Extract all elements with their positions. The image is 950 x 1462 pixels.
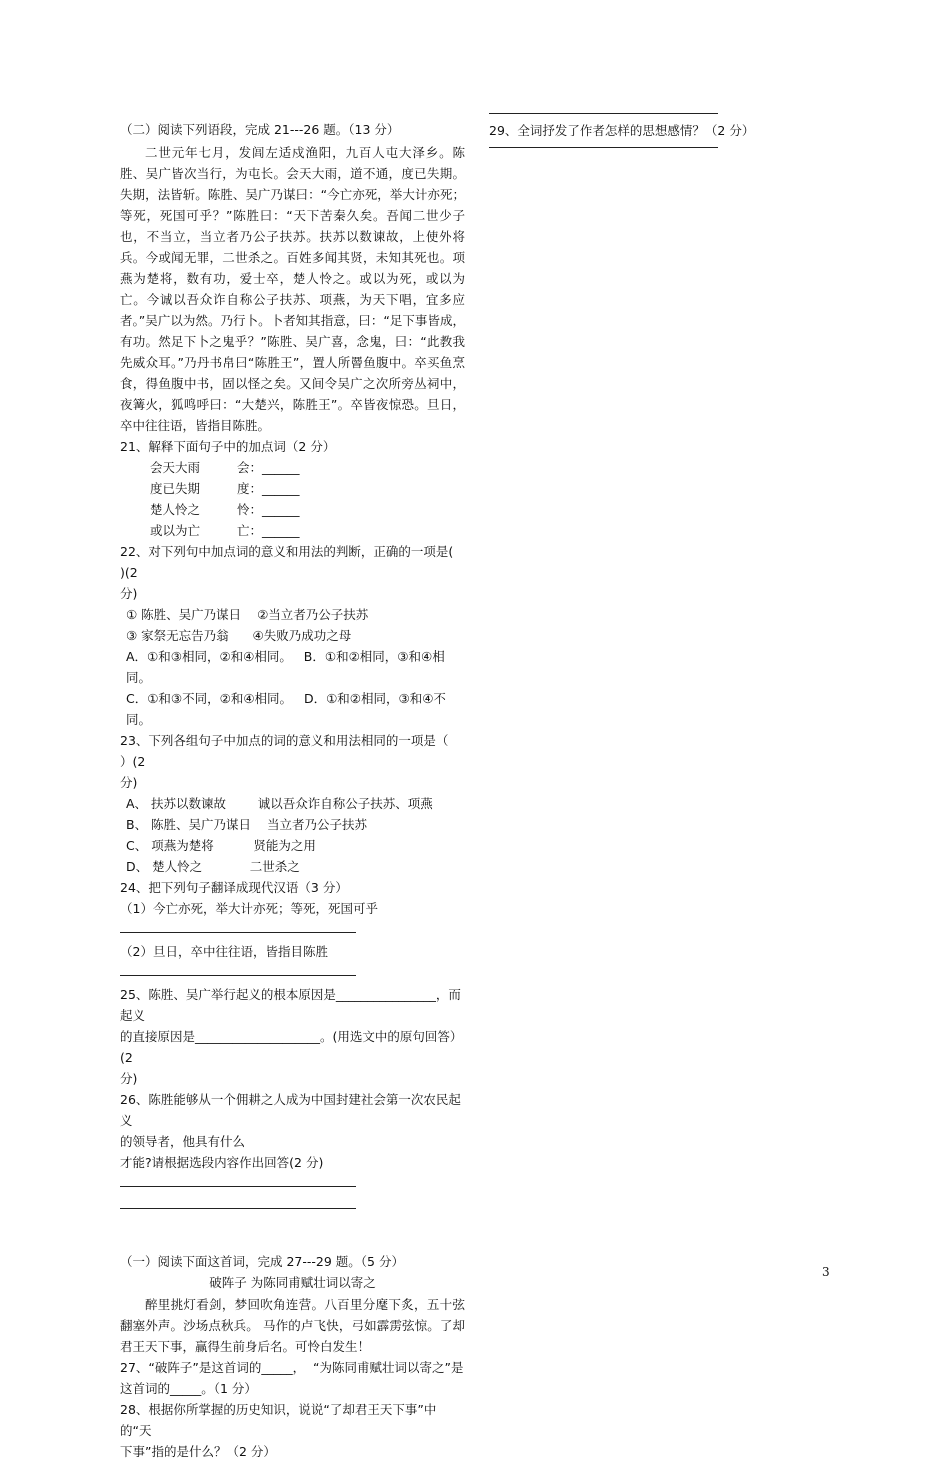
q21-item xyxy=(120,520,465,541)
q21-item xyxy=(120,457,465,478)
q21-answer: 度：______ xyxy=(237,481,300,496)
q23-option-a: A、 扶苏以数谏故 诚以吾众诈自称公子扶苏、项燕 xyxy=(126,796,433,811)
q27-line2: 这首词的_____。（1 分） xyxy=(120,1381,257,1396)
q23-option-c: C、 项燕为楚将 贤能为之用 xyxy=(126,838,316,853)
q28-line2: 下事”指的是什么？（2 分） xyxy=(120,1444,276,1459)
q22-row2: ③ 家祭无忘告乃翁 ④失败乃成功之母 xyxy=(126,628,352,643)
q26-line3: 才能?请根据选段内容作出回答(2 分) xyxy=(120,1155,324,1170)
q29-title: 29、全词抒发了作者怎样的思想感情？（2 分） xyxy=(489,123,755,138)
q24-sentence-2: （2）旦日，卒中往往语，皆指目陈胜 xyxy=(120,944,328,959)
answer-line xyxy=(489,141,718,148)
answer-line xyxy=(120,1173,356,1187)
q22-row1: ① 陈胜、吴广乃谋日 ②当立者乃公子扶苏 xyxy=(126,607,369,622)
poem-title: 破阵子 为陈同甫赋壮词以寄之 xyxy=(209,1275,376,1290)
q23-title: 23、下列各组句子中加点的词的意义和用法相同的一项是（ ）(2 xyxy=(120,733,465,769)
left-column xyxy=(120,118,470,1462)
q21-answer: 会：______ xyxy=(237,460,300,475)
section2-passage: 二世元年七月，发闾左适戍渔阳，九百人屯大泽乡。陈胜、吴广皆次当行，为屯长。会天大雨，道不通，度已失期。失期，法皆斩。陈胜、吴广乃谋曰：“今亡亦死，举大计亦死；等死，死国可乎？”陈胜曰：“天下苦秦久矣。吾闻二世少子也，不当立，当立者乃公子扶苏。扶苏以数谏故，上使外将兵。今或闻无罪，二世杀之。百姓多闻其贤，未知其死也。项燕为楚将，数有功，爱士卒，楚人怜之。或以为死，或以为亡。今诚以吾众诈自称公子扶苏、项燕，为天下唱，宜多应者。”吴广以为然。乃行卜。卜者知其指意，曰：“足下事皆成，有功。然足下卜之鬼乎？”陈胜、吴广喜，念鬼，曰：“此教我先威众耳。”乃丹书帛曰“陈胜王”，置人所罾鱼腹中。卒买鱼烹食，得鱼腹中书，固以怪之矣。又间令吴广之次所旁丛祠中，夜篝火，狐鸣呼曰：“大楚兴，陈胜王”。卒皆夜惊恐。旦日，卒中往往语，皆指目陈胜。 xyxy=(120,145,465,433)
answer-line xyxy=(120,962,356,976)
q26-line1: 26、陈胜能够从一个佣耕之人成为中国封建社会第一次农民起义 xyxy=(120,1092,461,1128)
q22-option-cd: C．①和③不同，②和④相同。 D．①和②相同，③和④不同。 xyxy=(126,691,446,727)
q21-answer: 亡：______ xyxy=(237,523,300,538)
q24-sentence-1: （1）今亡亦死，举大计亦死；等死，死国可乎 xyxy=(120,901,378,916)
q25-line1: 25、陈胜、吴广举行起义的根本原因是________________，而起义 xyxy=(120,987,461,1023)
q27-line1: 27、“破阵子”是这首词的_____， “为陈同甫赋壮词以寄之”是 xyxy=(120,1360,464,1375)
q24-title: 24、把下列句子翻译成现代汉语（3 分） xyxy=(120,880,348,895)
q26-line2: 的领导者，他具有什么 xyxy=(120,1134,246,1149)
answer-line xyxy=(489,100,718,114)
q23-option-d: D、 楚人怜之 二世杀之 xyxy=(126,859,300,874)
q21-phrase: 楚人怜之 xyxy=(150,502,201,517)
answer-line xyxy=(120,919,356,933)
q21-phrase: 度已失期 xyxy=(150,481,201,496)
page-number: 3 xyxy=(822,1265,830,1279)
q21-answer: 怜：______ xyxy=(237,502,300,517)
q22-title: 22、对下列句中加点词的意义和用法的判断，正确的一项是( )(2 xyxy=(120,544,470,580)
q25-line3: 分) xyxy=(120,1071,138,1086)
q23-title-cont: 分) xyxy=(120,775,138,790)
answer-line xyxy=(120,1195,356,1209)
section1-heading: （一）阅读下面这首词，完成 27---29 题。（5 分） xyxy=(120,1254,404,1269)
section2-heading: （二）阅读下列语段，完成 21---26 题。（13 分） xyxy=(120,122,400,137)
q28-line1: 28、根据你所掌握的历史知识，说说“了却君王天下事”中的“天 xyxy=(120,1402,437,1438)
q21-phrase: 或以为亡 xyxy=(150,523,201,538)
q21-item xyxy=(120,499,465,520)
q21-title: 21、解释下面句子中的加点词（2 分） xyxy=(120,439,336,454)
q21-phrase: 会天大雨 xyxy=(150,460,201,475)
q22-title-cont: 分) xyxy=(120,586,138,601)
q21-item xyxy=(120,478,465,499)
q23-option-b: B、 陈胜、吴广乃谋日 当立者乃公子扶苏 xyxy=(126,817,367,832)
q22-option-ab: A．①和③相同，②和④相同。 B．①和②相同，③和④相同。 xyxy=(126,649,445,685)
poem-text: 醉里挑灯看剑，梦回吹角连营。八百里分麾下炙，五十弦翻塞外声。沙场点秋兵。 马作的卢飞快，弓如霹雳弦惊。了却君王天下事，赢得生前身后名。可怜白发生！ xyxy=(120,1297,465,1354)
q25-line2: 的直接原因是____________________。(用选文中的原句回答）(2 xyxy=(120,1029,463,1065)
right-column xyxy=(489,100,755,148)
